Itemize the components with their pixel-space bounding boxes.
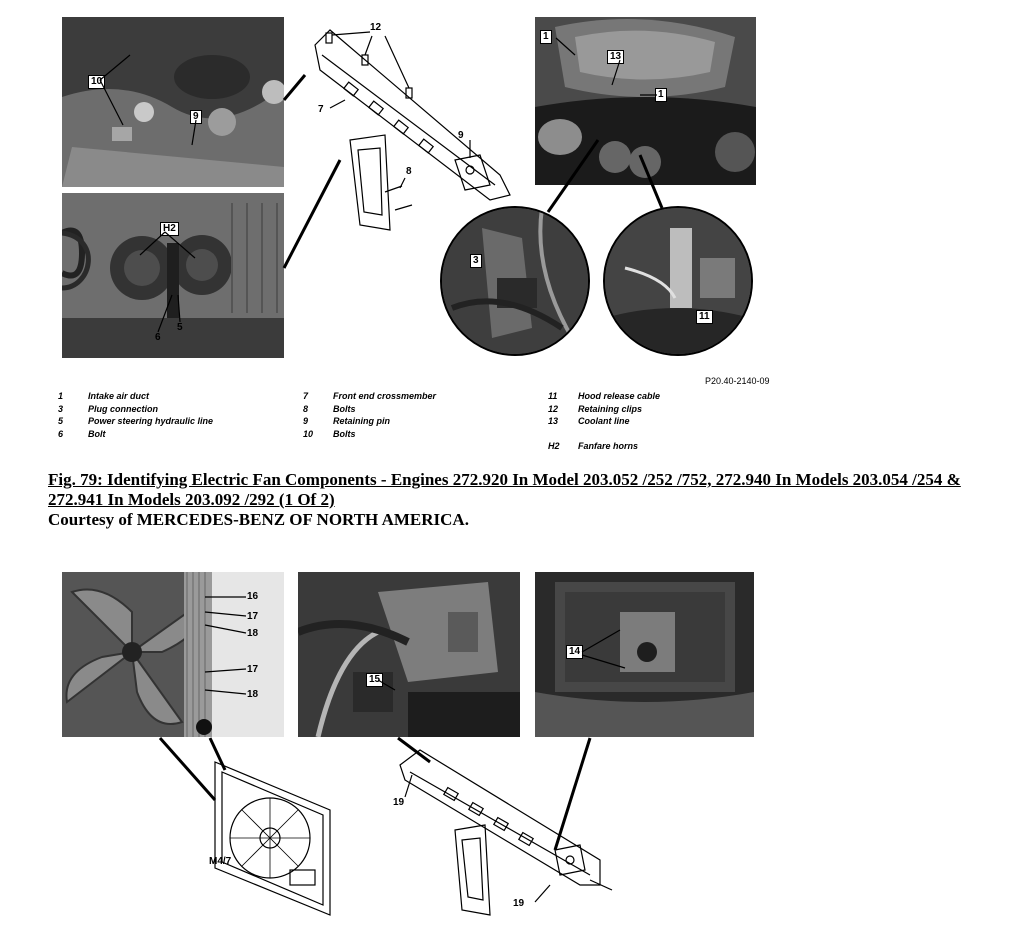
legend-item: 13 Coolant line [548,416,630,426]
photo-detail-hood-cable [603,206,753,356]
caption-title: Fig. 79: Identifying Electric Fan Components - Engines 272.920 In Model 203.052 /252 /752, 272.940 In Models 203.054 /254 & 272.941 In Models 203.092 /292 (1 Of 2) [48,470,961,509]
callout-8: 8 [406,166,412,177]
legend-item: 11 Hood release cable [548,391,661,401]
legend-item: 5 Power steering hydraulic line [58,416,214,426]
callout-3: 3 [470,254,482,268]
legend-item [548,428,660,441]
callout-13: 13 [607,50,624,64]
legend-item: 9 Retaining pin [303,416,390,426]
callout-19-b: 19 [513,898,525,909]
legend-item: 7 Front end crossmember [303,391,437,401]
legend-col-2 [303,390,436,440]
callout-18-a: 18 [247,628,259,639]
callout-h2: H2 [160,222,179,236]
legend-col-1 [58,390,213,440]
callout-15: 15 [366,673,383,687]
photo-fanfare-horns [62,193,284,358]
callout-17-a: 17 [247,611,259,622]
caption-courtesy: Courtesy of MERCEDES-BENZ OF NORTH AMERICA. [48,510,469,529]
legend-item: 3 Plug connection [58,403,159,414]
callout-14: 14 [566,645,583,659]
callout-18-b: 18 [247,689,259,700]
callout-7: 7 [318,104,324,115]
callout-11: 11 [696,310,713,324]
callout-9: 9 [458,130,464,141]
callout-9-top: 9 [190,110,202,124]
callout-17-b: 17 [247,664,259,675]
callout-1-b: 1 [655,88,667,102]
callout-1-a: 1 [540,30,552,44]
legend-item: 1 Intake air duct [58,391,150,401]
callout-5: 5 [177,322,183,333]
photo-horn-bolts [62,17,284,187]
figure-caption [48,470,978,530]
callout-10: 10 [88,75,105,89]
photo-bracket-line [298,572,520,737]
legend-col-3 [548,390,660,453]
legend-item: 10 Bolts [303,428,356,439]
photo-detail-plug [440,206,590,356]
callout-16: 16 [247,591,259,602]
callout-6: 6 [155,332,161,343]
photo-engine-bay [535,17,756,185]
callout-12: 12 [370,22,382,33]
reference-code: P20.40-2140-09 [705,376,770,386]
legend-item: 6 Bolt [58,428,106,439]
legend-item: H2 Fanfare horns [548,441,639,451]
legend-item: 12 Retaining clips [548,403,643,414]
callout-19-a: 19 [393,797,405,808]
legend-item: 8 Bolts [303,403,356,414]
callout-m4-7: M4/7 [209,856,232,867]
